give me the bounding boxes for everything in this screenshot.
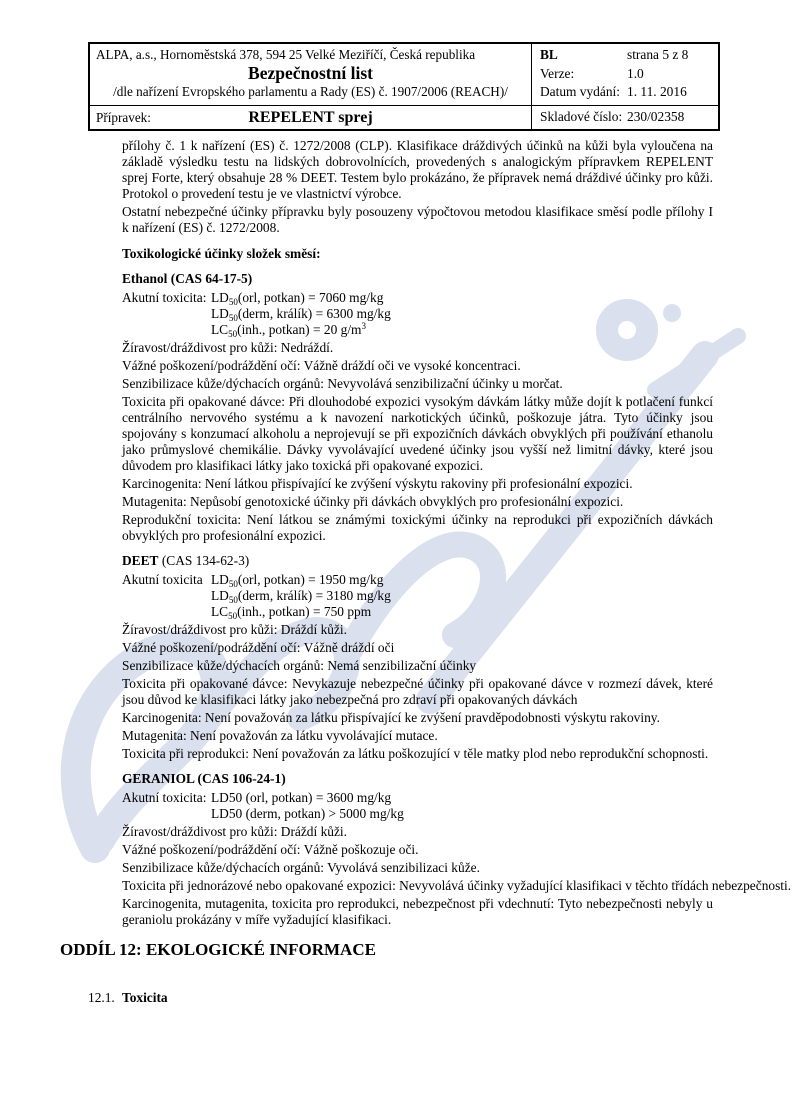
ethanol-repeated-dose: Toxicita při opakované dávce: Při dlouhodobé expozici vysokým dávkám látky může dojít k potlačení funkcí centrálního nervového systému a k navození narkotických účinků, poškozuje játra. Tyto účinky jsou spojovány s konzumací alkoholu a neprojevují se při expozičních dávkách obvyklých při používání ethanolu jako průmyslové chemikálie. Dávky vyvolávající uvedené účinky jsou vyšší než limitní dávky, které jsou důvodem pro klasifikaci látky jako toxická při opakované expozici. bbox=[122, 394, 713, 473]
header-left-cell bbox=[90, 44, 532, 105]
stock-number-value: 230/02358 bbox=[627, 108, 685, 124]
geraniol-acute-toxicity bbox=[122, 790, 713, 822]
subsection-12-1 bbox=[60, 990, 714, 1006]
ethanol-reproductive-toxicity: Reprodukční toxicita: Není látkou se známými toxickými účinky na reprodukci při expozičních dávkách obvyklých pro profesionální expozici. bbox=[122, 512, 713, 543]
company-address: ALPA, a.s., Hornoměstská 378, 594 25 Velké Meziříčí, Česká republika bbox=[96, 47, 476, 62]
product-name: REPELENT sprej bbox=[248, 108, 373, 126]
acute-toxicity-values bbox=[211, 790, 713, 822]
version-value: 1.0 bbox=[627, 65, 644, 81]
version-label: Verze: bbox=[540, 65, 575, 81]
subsection-title: Toxicita bbox=[122, 990, 168, 1005]
acute-toxicity-values bbox=[211, 572, 713, 620]
issue-date-label: Datum vydání: bbox=[540, 84, 620, 99]
deet-acute-toxicity bbox=[122, 572, 713, 620]
ethanol-acute-toxicity bbox=[122, 290, 713, 338]
ld50-dermal-value: $LD_{50}(derm$, králík) = 3180 mg/kg bbox=[211, 588, 391, 605]
ethanol-sensitisation: Senzibilizace kůže/dýchacích orgánů: Nevyvolává senzibilizační účinky u morčat. bbox=[122, 376, 563, 391]
page-number: strana 5 z 8 bbox=[627, 47, 689, 62]
stock-number-label: Skladové číslo: bbox=[540, 108, 623, 124]
lc50-inhalation-value: $LC_{50}(inh$., potkan) = 750 ppm bbox=[211, 604, 372, 621]
header-product-row bbox=[90, 106, 718, 129]
geraniol-eye-damage: Vážné poškození/podráždění očí: Vážně poškozuje oči. bbox=[122, 842, 419, 857]
stock-number-row bbox=[540, 108, 718, 127]
deet-name: DEET bbox=[122, 553, 159, 568]
acute-toxicity-label: Akutní toxicita: bbox=[122, 290, 207, 305]
intro-paragraph-other-effects: Ostatní nebezpečné účinky přípravku byly posouzeny výpočtovou metodou klasifikace směsí podle přílohy I k nařízení (ES) č. 1272/2008. bbox=[122, 204, 713, 235]
bl-label: BL bbox=[540, 47, 558, 62]
document-body bbox=[60, 138, 792, 1006]
product-cell bbox=[90, 106, 532, 129]
intro-paragraph-clp: přílohy č. 1 k nařízení (ES) č. 1272/2008 (CLP). Klasifikace dráždivých účinků na kůži byla vyloučena na základě výsledku testu na lidských dobrovolnících, provedených s analogickým přípravkem REPELENT sprej Forte, který obsahuje 28 % DEET. Testem bylo prokázáno, že přípravek nemá dráždivé účinky pro kůži. Protokol o provedení testu je ve vlastnictví výrobce. bbox=[122, 138, 713, 201]
deet-mutagenicity: Mutagenita: Není považován za látku vyvolávající mutace. bbox=[122, 728, 438, 743]
tox-section-title: Toxikologické účinky složek směsí: bbox=[122, 246, 321, 261]
regulation-reference: /dle nařízení Evropského parlamentu a Rady (ES) č. 1907/2006 (REACH)/ bbox=[113, 84, 508, 99]
ld50-dermal-value: LD50 (derm, potkan) > 5000 mg/kg bbox=[211, 806, 404, 821]
deet-repeated-dose: Toxicita při opakované dávce: Nevykazuje nebezpečné účinky při opakované dávce v rozmezí dávek, které jsou důvod ke klasifikaci látky jako nebezpečná pro zdraví při opakovaných dávkách bbox=[122, 676, 713, 707]
bl-page-row bbox=[540, 46, 718, 65]
acute-toxicity-values bbox=[211, 290, 713, 338]
deet-cas: (CAS 134-62-3) bbox=[158, 553, 250, 568]
geraniol-single-repeated-exposure: Toxicita při jednorázové nebo opakované expozici: Nevyvolává účinky vyžadující klasifikaci v těchto třídách nebezpečnosti. bbox=[122, 878, 792, 893]
stock-number-cell bbox=[532, 106, 718, 129]
acute-toxicity-label: Akutní toxicita: bbox=[122, 790, 207, 805]
deet-heading bbox=[122, 553, 713, 569]
geraniol-sensitisation: Senzibilizace kůže/dýchacích orgánů: Vyvolává senzibilizaci kůže. bbox=[122, 860, 480, 875]
section-12-heading: ODDÍL 12: EKOLOGICKÉ INFORMACE bbox=[60, 940, 376, 959]
ethanol-mutagenicity: Mutagenita: Nepůsobí genotoxické účinky při dávkách obvyklých pro profesionální expozici. bbox=[122, 494, 624, 509]
header-right-cell bbox=[532, 44, 718, 105]
ld50-oral-value: $LD_{50}(orl$, potkan) = 7060 mg/kg bbox=[211, 290, 384, 307]
header-top-row bbox=[90, 44, 718, 106]
deet-eye-damage: Vážné poškození/podráždění očí: Vážně dráždí oči bbox=[122, 640, 395, 655]
lc50-inhalation-value: $LC_{50}(inh$., potkan) = 20 $g/m^3$ bbox=[211, 321, 366, 339]
geraniol-carcinogenicity: Karcinogenita, mutagenita, toxicita pro reprodukci, nebezpečnost při vdechnutí: Tyto nebezpečnosti nebyly u geraniolu prokázány v míře vyžadující klasifikaci. bbox=[122, 896, 713, 927]
geraniol-heading: GERANIOL (CAS 106-24-1) bbox=[122, 771, 286, 786]
document-header-table bbox=[88, 42, 720, 131]
ld50-oral-value: $LD_{50}(orl$, potkan) = 1950 mg/kg bbox=[211, 572, 384, 589]
deet-reproductive-toxicity: Toxicita při reprodukci: Není považován za látku poškozující v těle matky plod nebo reprodukční schopnosti. bbox=[122, 746, 709, 761]
ld50-oral-value: LD50 (orl, potkan) = 3600 mg/kg bbox=[211, 790, 392, 805]
ld50-dermal-value: $LD_{50}(derm$, králík) = 6300 mg/kg bbox=[211, 306, 391, 323]
deet-carcinogenicity: Karcinogenita: Není považován za látku přispívající ke zvýšení pravděpodobnosti výskytu rakoviny. bbox=[122, 710, 660, 725]
version-row bbox=[540, 65, 718, 84]
issue-date-row bbox=[540, 83, 718, 102]
product-label: Přípravek: bbox=[96, 109, 151, 125]
ethanol-heading: Ethanol (CAS 64-17-5) bbox=[122, 271, 253, 286]
document-title: Bezpečnostní list bbox=[248, 63, 373, 83]
ethanol-skin-corrosion: Žíravost/dráždivost pro kůži: Nedráždí. bbox=[122, 340, 334, 355]
issue-date-value: 1. 11. 2016 bbox=[627, 84, 687, 99]
ethanol-eye-damage: Vážné poškození/podráždění očí: Vážně dráždí oči ve vysoké koncentraci. bbox=[122, 358, 521, 373]
geraniol-skin-corrosion: Žíravost/dráždivost pro kůži: Dráždí kůži. bbox=[122, 824, 347, 839]
ethanol-carcinogenicity: Karcinogenita: Není látkou přispívající ke zvýšení výskytu rakoviny při profesionální expozici. bbox=[122, 476, 633, 491]
acute-toxicity-label: Akutní toxicita bbox=[122, 572, 203, 587]
subsection-number: 12.1. bbox=[88, 990, 115, 1005]
deet-sensitisation: Senzibilizace kůže/dýchacích orgánů: Nemá senzibilizační účinky bbox=[122, 658, 477, 673]
deet-skin-corrosion: Žíravost/dráždivost pro kůži: Dráždí kůži. bbox=[122, 622, 347, 637]
